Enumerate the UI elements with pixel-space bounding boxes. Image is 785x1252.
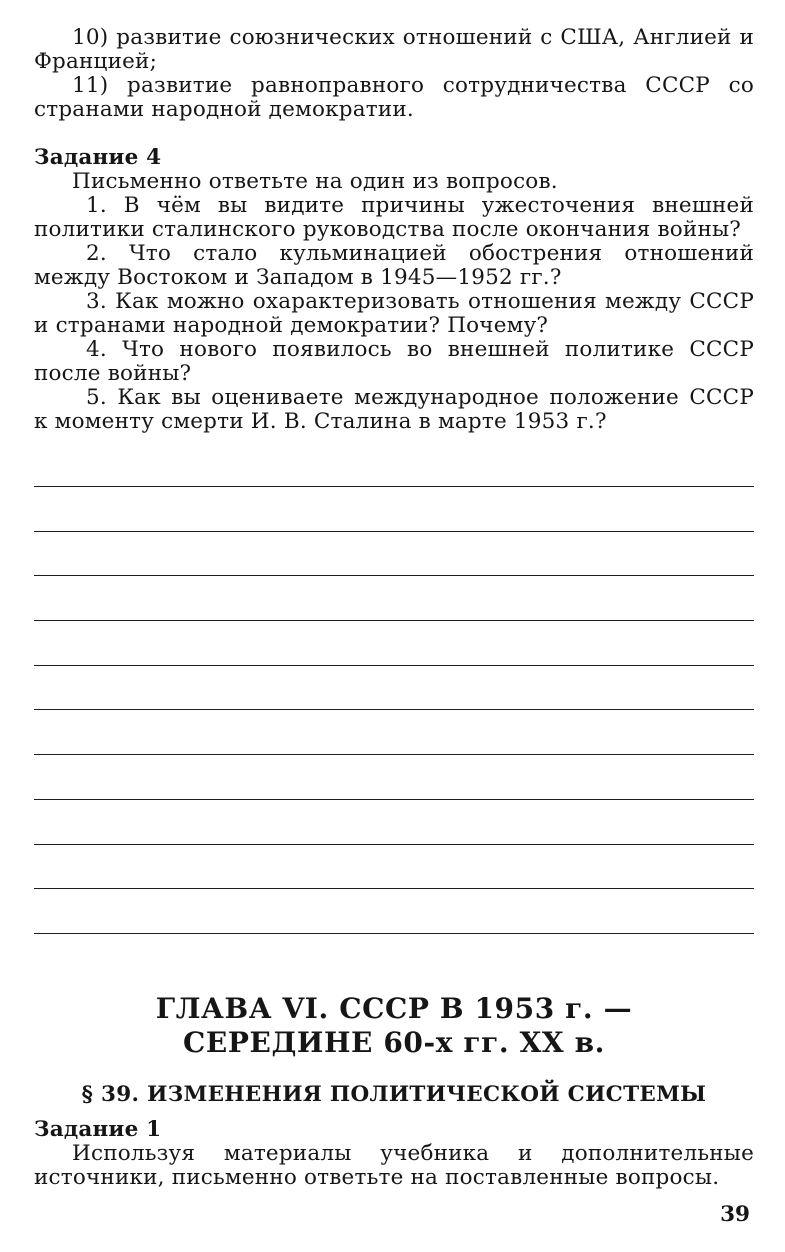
answer-line[interactable]: [34, 487, 754, 532]
answer-lines: [34, 457, 754, 934]
answer-line[interactable]: [34, 889, 754, 934]
chapter-title: [34, 992, 754, 1060]
answer-line[interactable]: [34, 800, 754, 845]
question-2: 2. Что стало кульминацией обострения отношений между Востоком и Западом в 1945—1952 гг.?: [34, 241, 754, 290]
answer-line[interactable]: [34, 710, 754, 755]
task-4: [34, 146, 754, 934]
question-1: 1. В чём вы видите причины ужесточения внешней политики сталинского руководства после окончания войны?: [34, 193, 754, 242]
answer-line[interactable]: [34, 576, 754, 621]
page-number: 39: [720, 1202, 750, 1227]
textbook-page: [34, 26, 754, 1190]
previous-task-list-end: [34, 26, 754, 122]
answer-line[interactable]: [34, 666, 754, 711]
question-3: 3. Как можно охарактеризовать отношения между СССР и странами народной демократии? Почему?: [34, 289, 754, 338]
answer-line[interactable]: [34, 845, 754, 890]
list-item-11: 11) развитие равноправного сотрудничества СССР со странами народной демократии.: [34, 73, 754, 122]
answer-line[interactable]: [34, 755, 754, 800]
chapter-title-line-1: ГЛАВА VI. СССР В 1953 г. —: [155, 991, 633, 1025]
task-1: [34, 1118, 754, 1190]
answer-line[interactable]: [34, 621, 754, 666]
list-item-10: 10) развитие союзнических отношений с США, Англией и Францией;: [34, 25, 754, 74]
task-1-heading: Задание 1: [34, 1116, 162, 1142]
task-1-instruction: Используя материалы учебника и дополнительные источники, письменно ответьте на поставленные вопросы.: [34, 1140, 754, 1190]
answer-line[interactable]: [34, 532, 754, 577]
answer-line[interactable]: [34, 457, 754, 487]
question-4: 4. Что нового появилось во внешней политике СССР после войны?: [34, 337, 754, 386]
task-4-questions: [34, 194, 754, 434]
question-5: 5. Как вы оцениваете международное положение СССР к моменту смерти И. В. Сталина в марте 1953 г.?: [34, 385, 754, 434]
chapter-title-line-2: СЕРЕДИНЕ 60-х гг. XX в.: [183, 1025, 605, 1059]
task-4-instruction: Письменно ответьте на один из вопросов.: [72, 169, 558, 194]
section-title: § 39. ИЗМЕНЕНИЯ ПОЛИТИЧЕСКОЙ СИСТЕМЫ: [81, 1081, 707, 1107]
task-4-heading: Задание 4: [34, 145, 162, 170]
